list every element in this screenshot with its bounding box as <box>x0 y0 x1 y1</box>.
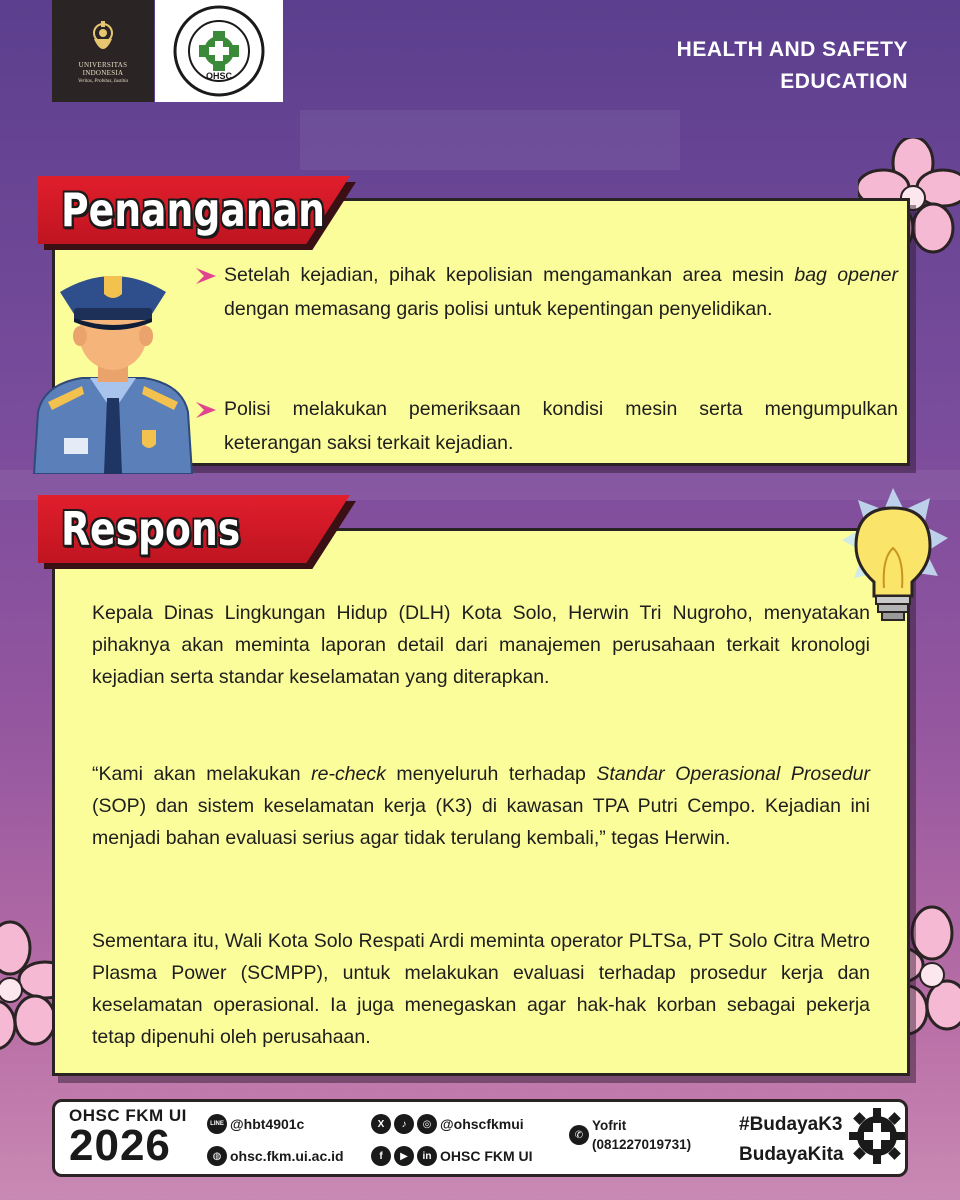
social-name-link[interactable] <box>371 1146 533 1166</box>
respons-paragraph-3: Sementara itu, Wali Kota Solo Respati Ardi meminta operator PLTSa, PT Solo Citra Metro Plasma Power (SCMPP), untuk melakukan evaluasi terhadap prosedur kerja dan keselamatan operasional. Ia juga menegaskan agar hak-hak korban sebagai pekerja tetap dipenuhi oleh perusahaan. <box>92 930 870 1048</box>
universitas-indonesia-logo <box>52 0 154 102</box>
respons-heading: Respons <box>60 502 241 556</box>
hashtag-block <box>739 1110 844 1170</box>
ohsc-logo <box>155 0 283 102</box>
respons-paragraph-1: Kepala Dinas Lingkungan Hidup (DLH) Kota Solo, Herwin Tri Nugroho, menyatakan pihaknya akan meminta laporan detail dari manajemen perusahaan terkait kronologi kejadian serta standar keselamatan yang diterapkan. <box>92 602 870 688</box>
penanganan-bullet <box>194 258 898 326</box>
penanganan-bullet-text: Polisi melakukan pemeriksaan kondisi mesin serta mengumpulkan keterangan saksi terkait kejadian. <box>224 398 898 454</box>
phone-icon: ✆ <box>569 1125 589 1145</box>
social-handle: @ohscfkmui <box>440 1116 524 1132</box>
hashtag-1: #BudayaK3 <box>739 1114 843 1135</box>
contact-name: Yofrit <box>592 1118 627 1133</box>
ui-name-line2: INDONESIA <box>82 68 124 77</box>
website-link[interactable] <box>207 1146 344 1166</box>
phone-contact[interactable] <box>569 1116 691 1154</box>
tiktok-icon: ♪ <box>394 1114 414 1134</box>
line-contact[interactable] <box>207 1114 304 1134</box>
line-icon: LINE <box>207 1114 227 1134</box>
line-id: @hbt4901c <box>230 1116 305 1132</box>
penanganan-bullet-text: Setelah kejadian, pihak kepolisian mengamankan area mesin bag opener dengan memasang garis polisi untuk kepentingan penyelidikan. <box>224 264 899 320</box>
x-icon: X <box>371 1114 391 1134</box>
globe-icon: ◍ <box>207 1146 227 1166</box>
footer-org <box>69 1106 187 1168</box>
penanganan-bullet <box>194 392 898 460</box>
social-handle-link[interactable] <box>371 1114 524 1134</box>
ui-name-line1: UNIVERSITAS <box>78 60 128 69</box>
instagram-icon: ◎ <box>417 1114 437 1134</box>
youtube-icon: ▶ <box>394 1146 414 1166</box>
chevron-right-icon <box>194 258 224 326</box>
ui-motto: Veritas, Probitas, Iustitia <box>77 78 129 84</box>
background-shape <box>300 110 680 170</box>
respons-paragraph-2: “Kami akan melakukan re-check menyeluruh terhadap Standar Operasional Prosedur (SOP) dan sistem keselamatan kerja (K3) di kawasan TPA Putri Cempo. Kejadian ini menjadi bahan evaluasi serius agar tidak terulang kembali,” tegas Herwin. <box>92 763 871 849</box>
facebook-icon: f <box>371 1146 391 1166</box>
footer-org-name: OHSC FKM UI <box>69 1106 187 1125</box>
ohsc-gear-emblem-icon <box>171 3 267 99</box>
website-url: ohsc.fkm.ui.ac.id <box>230 1148 344 1164</box>
ohsc-abbr: OHSC <box>205 71 233 81</box>
page-title-line2: EDUCATION <box>780 70 908 93</box>
contact-phone: (081227019731) <box>592 1137 692 1152</box>
gear-cross-icon <box>847 1106 907 1166</box>
footer-year: 2026 <box>69 1121 171 1170</box>
social-name: OHSC FKM UI <box>440 1148 533 1164</box>
penanganan-heading: Penanganan <box>60 183 325 237</box>
footer-bar <box>52 1099 908 1177</box>
page-title-line1: HEALTH AND SAFETY <box>676 38 908 61</box>
page-title <box>677 34 908 98</box>
penanganan-heading-ribbon <box>38 176 350 244</box>
chevron-right-icon <box>194 392 224 460</box>
respons-heading-ribbon <box>38 495 350 563</box>
makara-emblem-icon <box>84 19 122 61</box>
police-officer-illustration <box>30 262 196 474</box>
linkedin-icon: in <box>417 1146 437 1166</box>
hashtag-2: BudayaKita <box>739 1144 844 1165</box>
